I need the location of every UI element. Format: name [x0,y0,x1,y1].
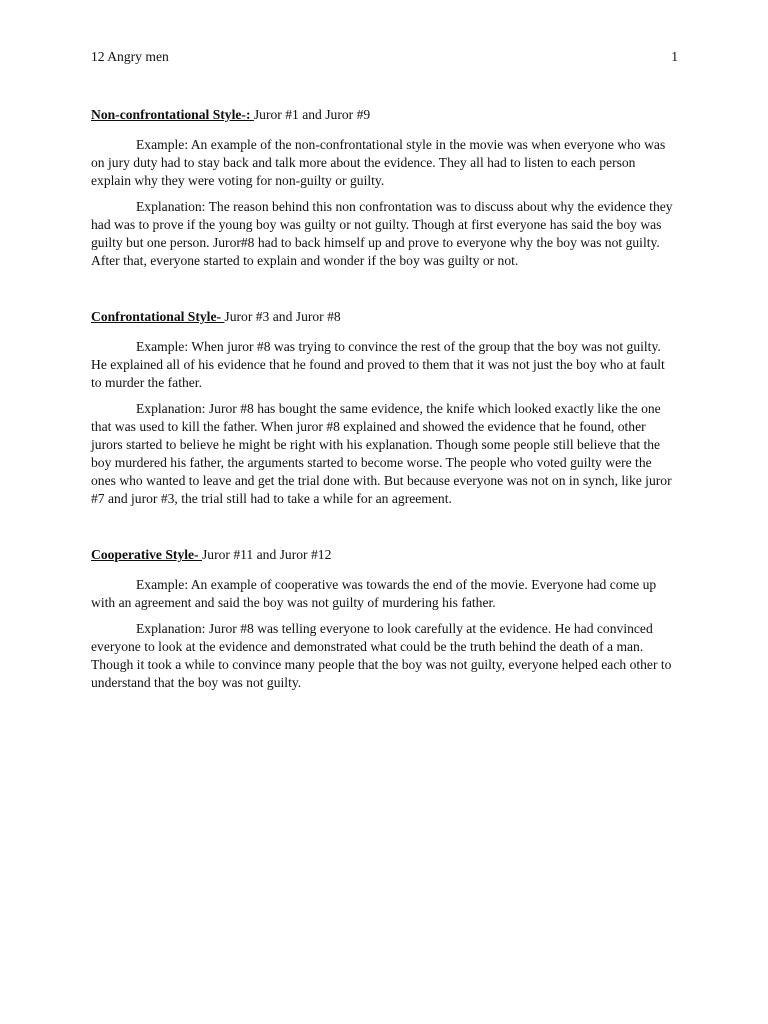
section-heading-label: Confrontational Style- [91,309,225,324]
section-heading [91,308,677,326]
example-paragraph: Example: An example of cooperative was towards the end of the movie. Everyone had come up with an agreement and said the boy was not guilty of murdering his father. [91,577,657,610]
section-heading-label: Non-confrontational Style-: [91,107,254,122]
example-paragraph: Example: When juror #8 was trying to convince the rest of the group that the boy was not guilty. He explained all of his evidence that he found and proved to them that it was not just the boy who at fault to murder the father. [91,339,665,390]
section-cooperative [91,546,677,692]
section-heading-label: Cooperative Style- [91,547,202,562]
section-heading [91,106,677,124]
page-header [91,48,678,66]
explanation-paragraph: Explanation: Juror #8 has bought the same evidence, the knife which looked exactly like the one that was used to kill the father. When juror #8 explained and showed the evidence that he found, other jurors started to believe he might be right with his explanation. Though some people still believe that the boy murdered his father, the arguments started to become worse. The people who voted guilty were the ones who wanted to leave and get the trial done with. But because everyone was not on in synch, like juror #7 and juror #3, the trial still had to take a while for an agreement. [91,401,672,506]
explanation-paragraph: Explanation: The reason behind this non confrontation was to discuss about why the evidence they had was to prove if the young boy was guilty or not guilty. Though at first everyone has said the boy was guilty but one person. Juror#8 had to back himself up and prove to everyone why the boy was not guilty. After that, everyone started to explain and wonder if the boy was guilty or not. [91,199,673,268]
section-heading-jurors: Juror #3 and Juror #8 [224,309,341,324]
example-paragraph: Example: An example of the non-confrontational style in the movie was when everyone who was on jury duty had to stay back and talk more about the evidence. They all had to listen to each person explain why they were voting for non-guilty or guilty. [91,137,666,188]
section-heading-jurors: Juror #11 and Juror #12 [202,547,332,562]
document-body [91,106,677,700]
explanation-paragraph: Explanation: Juror #8 was telling everyone to look carefully at the evidence. He had convinced everyone to look at the evidence and demonstrated what could be the truth behind the death of a man. Though it took a while to convince many people that the boy was not guilty, everyone helped each other to understand that the boy was not guilty. [91,621,672,690]
page-number: 1 [671,49,678,64]
section-non-confrontational [91,106,677,270]
header-title: 12 Angry men [91,49,169,64]
section-heading [91,546,677,564]
section-confrontational [91,308,677,508]
section-heading-jurors: Juror #1 and Juror #9 [253,107,371,122]
